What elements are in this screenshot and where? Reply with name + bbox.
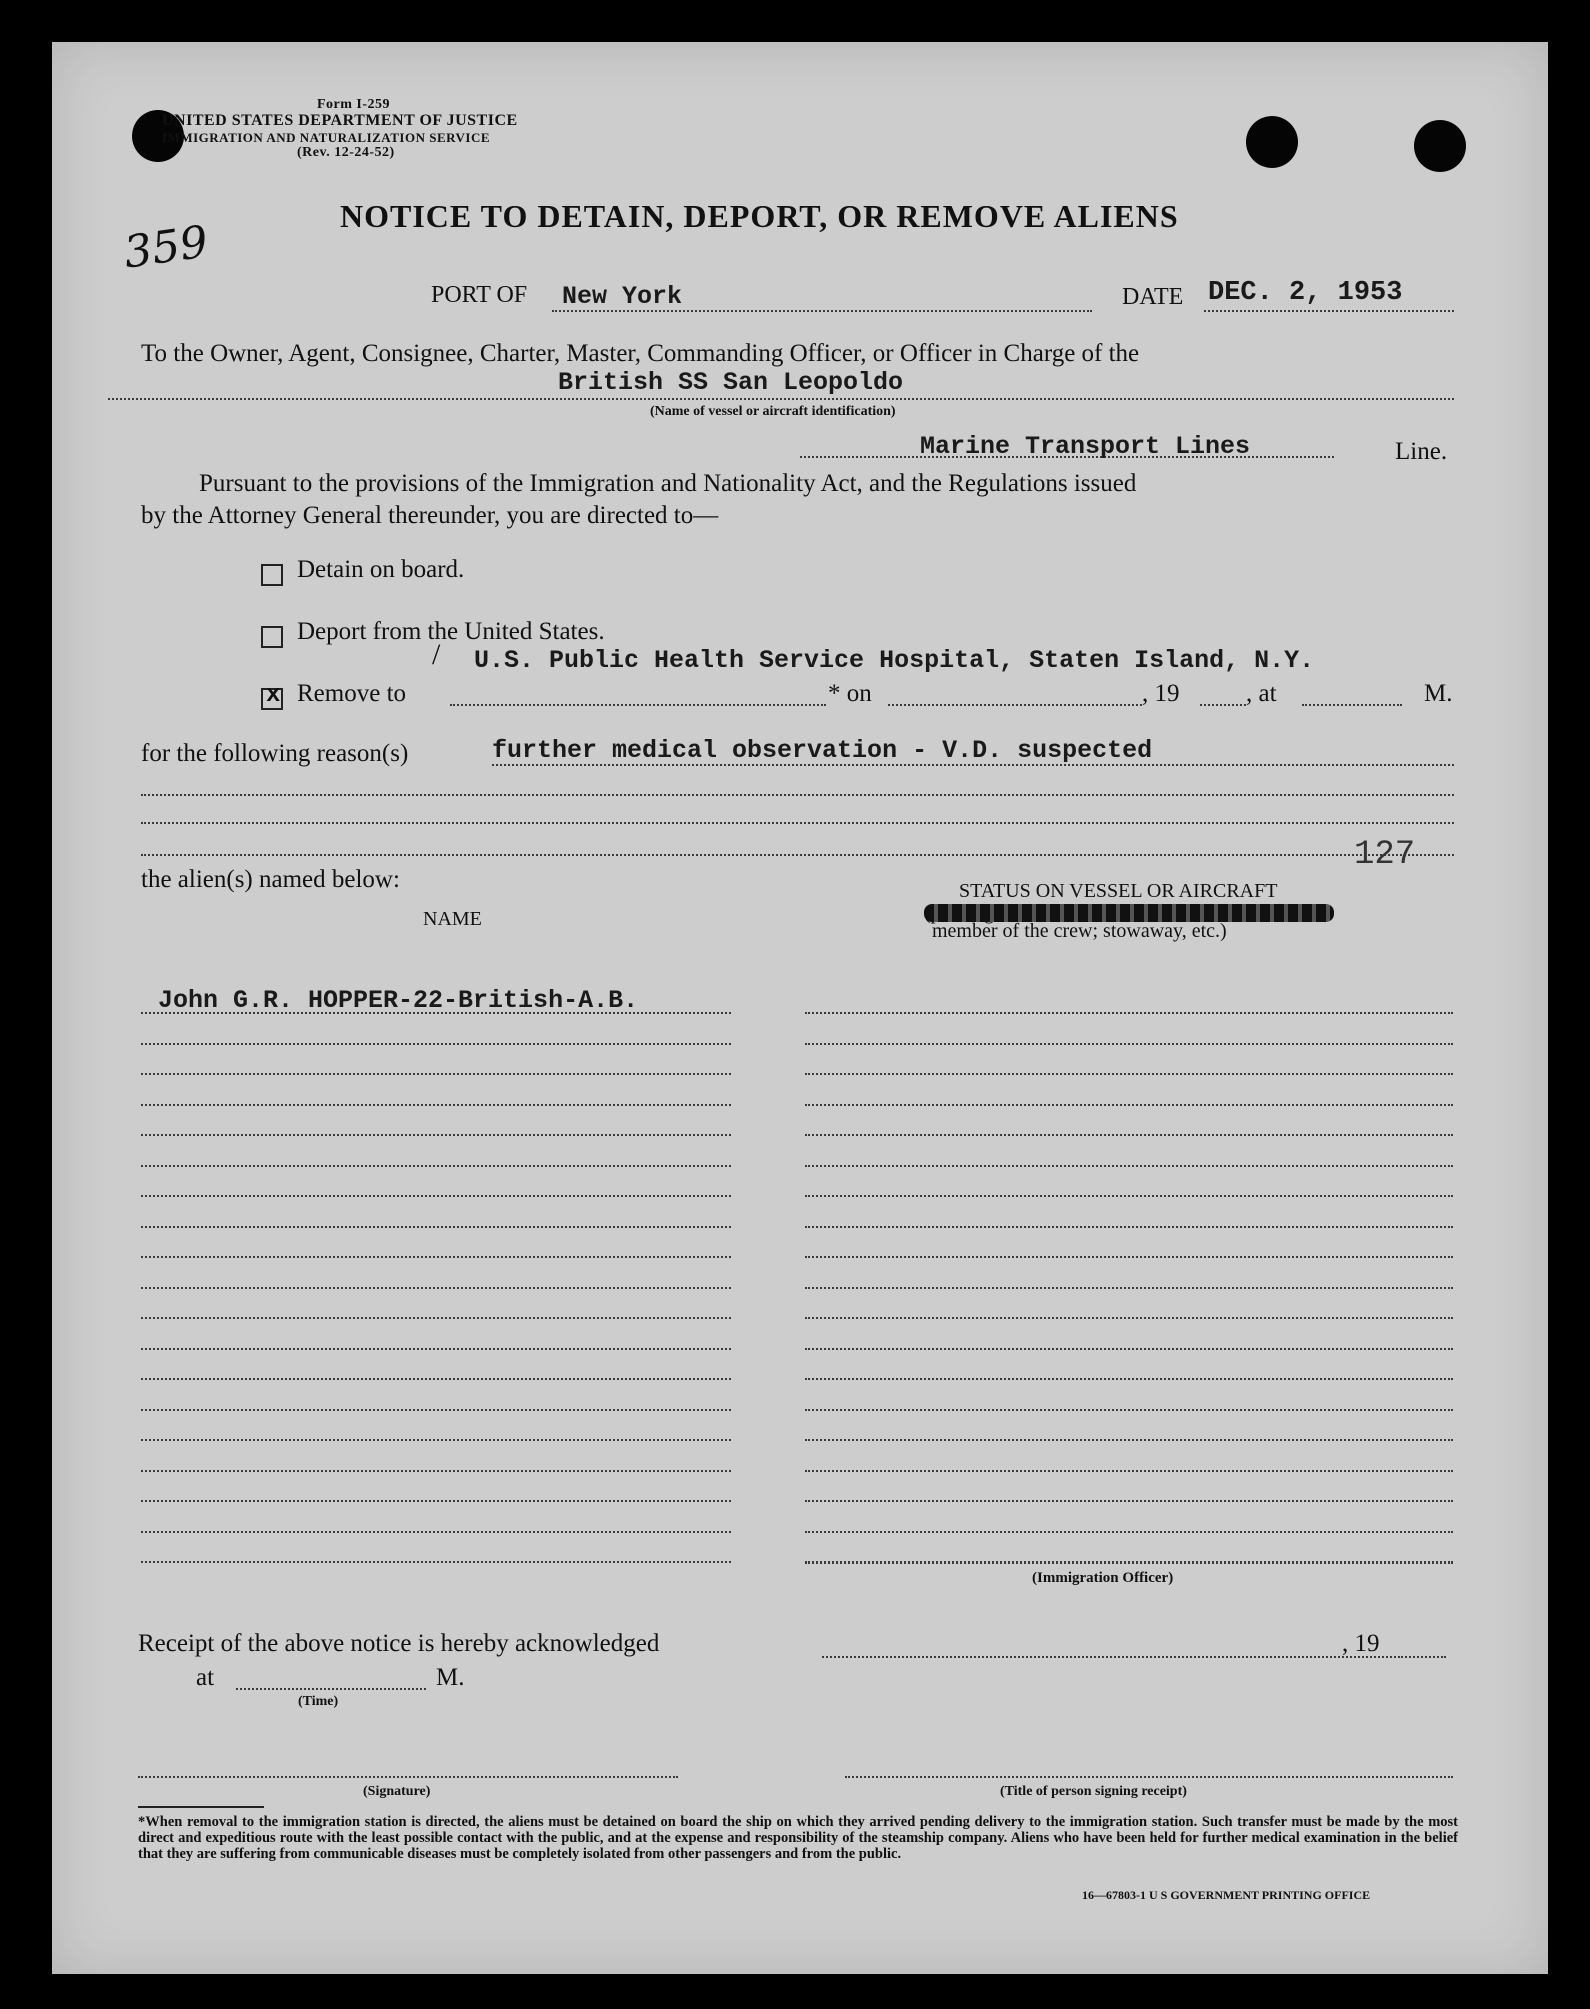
- status-row-line: [805, 1195, 1453, 1197]
- reason-value: further medical observation - V.D. suspected: [492, 736, 1153, 765]
- line-label: Line.: [1395, 438, 1448, 465]
- name-row-line: [141, 1470, 731, 1472]
- title-signing-line: [845, 1776, 1453, 1778]
- name-row-line: [141, 1195, 731, 1197]
- vessel-field-line: [108, 398, 1454, 400]
- pursuant-text-1: Pursuant to the provisions of the Immigration and Nationality Act, and the Regulations issued: [199, 470, 1137, 497]
- detain-checkbox[interactable]: [261, 564, 283, 586]
- alien-entry: John G.R. HOPPER-22-British-A.B.: [158, 986, 639, 1015]
- name-row-line: [141, 1439, 731, 1441]
- status-row-line: [805, 1134, 1453, 1136]
- deport-label: Deport from the United States.: [297, 618, 605, 645]
- remove-on-label: * on: [828, 680, 872, 707]
- punch-hole-right: [1414, 120, 1466, 172]
- port-value: New York: [562, 282, 683, 311]
- agency-line-1: UNITED STATES DEPARTMENT OF JUSTICE: [162, 112, 518, 129]
- footnote: *When removal to the immigration station is directed, the aliens must be detained on board the ship on which they arrived pending delivery to the immigration station. Such transfer must be made by the most direct and expeditious route with the least possible contact with the public, and at the expense and responsibility of the steamship company. Aliens who have been held for further medical examination in the belief that they are suffering from communicable diseases must be completely isolated from other passengers and from the public.: [138, 1814, 1458, 1862]
- name-column-header: NAME: [423, 908, 482, 930]
- printer-line: 16—67803-1 U S GOVERNMENT PRINTING OFFICE: [1082, 1888, 1371, 1902]
- remove-on-line: [888, 704, 1142, 706]
- status-row-line: [805, 1561, 1453, 1563]
- name-row-line: [141, 1317, 731, 1319]
- slash-mark: /: [432, 638, 441, 671]
- receipt-m-label: M.: [436, 1664, 465, 1691]
- signature-caption: (Signature): [363, 1784, 431, 1799]
- status-row-line: [805, 1378, 1453, 1380]
- footnote-rule: [138, 1806, 264, 1808]
- status-row-line: [805, 1043, 1453, 1045]
- page-title: NOTICE TO DETAIN, DEPORT, OR REMOVE ALIENS: [340, 198, 1179, 234]
- name-row-line: [141, 1287, 731, 1289]
- officer-caption: (Immigration Officer): [1032, 1570, 1174, 1586]
- name-row-line: [141, 1043, 731, 1045]
- status-row-line: [805, 1287, 1453, 1289]
- name-row-line: [141, 1134, 731, 1136]
- port-label: PORT OF: [431, 282, 528, 308]
- status-row-line: [805, 1165, 1453, 1167]
- receipt-at-label: at: [196, 1664, 215, 1691]
- date-field-line: [1204, 310, 1454, 312]
- remove-label: Remove to: [297, 680, 407, 707]
- handwritten-number: 359: [120, 216, 212, 279]
- reason-line-2: [141, 794, 1454, 796]
- remove-year-label: , 19: [1142, 680, 1180, 707]
- receipt-text: Receipt of the above notice is hereby acknowledged: [138, 1630, 660, 1657]
- vessel-caption: (Name of vessel or aircraft identification): [650, 404, 896, 419]
- title-signing-caption: (Title of person signing receipt): [1000, 1784, 1187, 1799]
- reason-line-3: [141, 822, 1454, 824]
- aliens-intro: the alien(s) named below:: [141, 866, 400, 893]
- date-label: DATE: [1122, 284, 1184, 310]
- status-row-line: [805, 1012, 1453, 1014]
- addressee-line: To the Owner, Agent, Consignee, Charter, Master, Commanding Officer, or Officer in Charge of the: [141, 340, 1140, 367]
- receipt-time-line: [236, 1688, 426, 1690]
- pursuant-text-2: by the Attorney General thereunder, you are directed to—: [141, 502, 719, 529]
- reason-label: for the following reason(s): [141, 740, 409, 767]
- status-row-line: [805, 1317, 1453, 1319]
- name-row-line: [141, 1348, 731, 1350]
- punch-hole-middle: [1246, 116, 1298, 168]
- detain-label: Detain on board.: [297, 556, 465, 583]
- name-row-line: [141, 1500, 731, 1502]
- line-value: Marine Transport Lines: [920, 432, 1251, 461]
- status-row-line: [805, 1348, 1453, 1350]
- name-row-line: [141, 1226, 731, 1228]
- form-number: Form I-259: [317, 97, 391, 112]
- reason-line-4: [141, 854, 1454, 856]
- name-row-line: [141, 1409, 731, 1411]
- status-row-line: [805, 1470, 1453, 1472]
- signature-line: [138, 1776, 678, 1778]
- name-row-line: [141, 1073, 731, 1075]
- status-row-line: [805, 1500, 1453, 1502]
- remove-destination-line: [450, 704, 826, 706]
- revision-date: (Rev. 12-24-52): [297, 145, 395, 160]
- name-row-line: [141, 1012, 731, 1014]
- status-row-line: [805, 1531, 1453, 1533]
- reason-line-1: [492, 764, 1454, 766]
- remove-checkbox[interactable]: [261, 682, 283, 710]
- date-value: DEC. 2, 1953: [1208, 278, 1403, 308]
- receipt-date-line: [822, 1656, 1396, 1658]
- name-row-line: [141, 1104, 731, 1106]
- remove-year-line: [1200, 704, 1246, 706]
- name-row-line: [141, 1531, 731, 1533]
- status-row-line: [805, 1104, 1453, 1106]
- status-row-line: [805, 1439, 1453, 1441]
- status-row-line: [805, 1073, 1453, 1075]
- status-column-header: STATUS ON VESSEL OR AIRCRAFT: [959, 880, 1278, 902]
- document-page: [52, 42, 1548, 1974]
- name-row-line: [141, 1256, 731, 1258]
- status-row-line: [805, 1409, 1453, 1411]
- agency-line-2: IMMIGRATION AND NATURALIZATION SERVICE: [162, 130, 491, 145]
- receipt-year-label: , 19: [1342, 1630, 1380, 1657]
- vessel-value: British SS San Leopoldo: [558, 368, 904, 397]
- time-caption: (Time): [298, 1694, 339, 1709]
- checkmark-x-icon: x: [266, 682, 281, 709]
- name-row-line: [141, 1165, 731, 1167]
- deport-checkbox[interactable]: [261, 626, 283, 648]
- remove-m-label: M.: [1424, 680, 1453, 707]
- receipt-year-line: [1398, 1656, 1446, 1658]
- remove-destination: U.S. Public Health Service Hospital, Staten Island, N.Y.: [474, 646, 1315, 675]
- name-row-line: [141, 1378, 731, 1380]
- status-row-line: [805, 1226, 1453, 1228]
- name-row-line: [141, 1561, 731, 1563]
- status-row-line: [805, 1256, 1453, 1258]
- remove-at-label: , at: [1246, 680, 1277, 707]
- status-subheader: member of the crew; stowaway, etc.): [932, 920, 1227, 942]
- stamp-number: 127: [1354, 836, 1416, 874]
- remove-at-line: [1302, 704, 1402, 706]
